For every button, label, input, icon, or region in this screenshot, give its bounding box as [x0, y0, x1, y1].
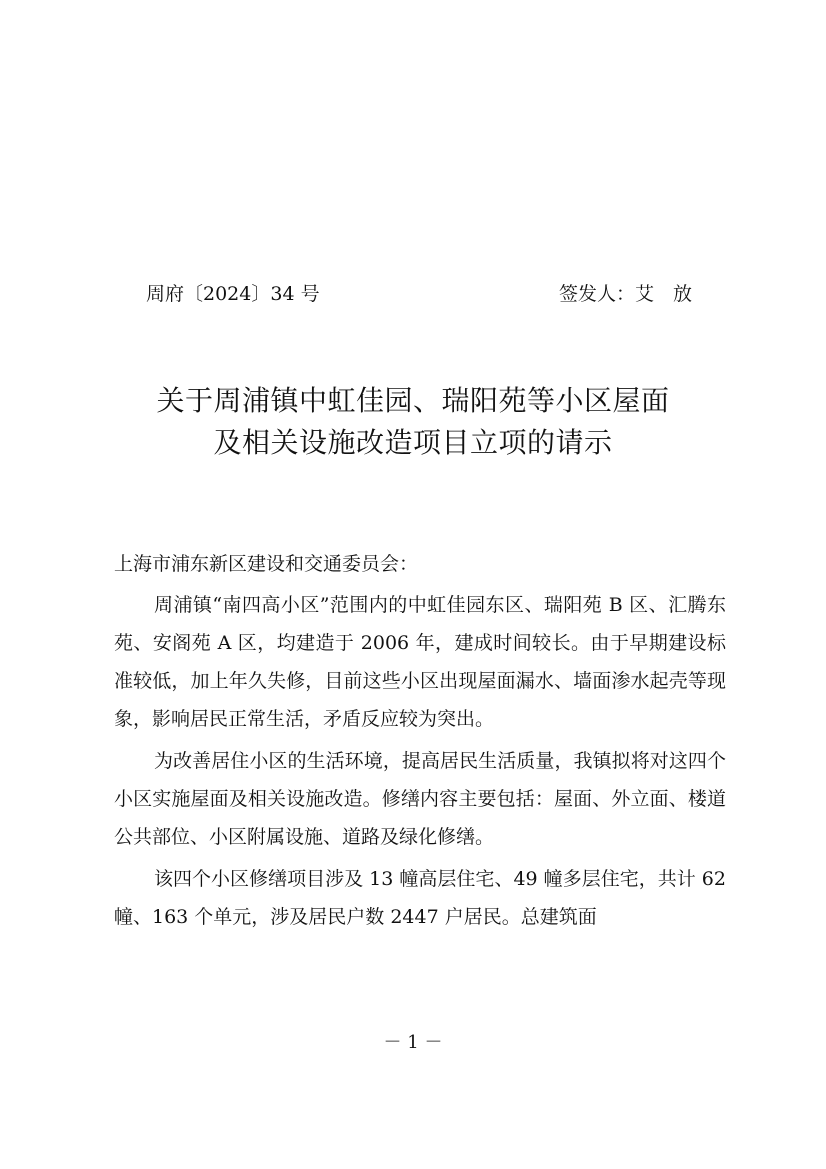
- title-line-1: 关于周浦镇中虹佳园、瑞阳苑等小区屋面: [156, 384, 670, 417]
- paragraph: 为改善居住小区的生活环境，提高居民生活质量，我镇拟将对这四个小区实施屋面及相关设施改造。修缮内容主要包括：屋面、外立面、楼道公共部位、小区附属设施、道路及绿化修缮。: [114, 750, 726, 848]
- page-number: － 1 －: [383, 1032, 443, 1053]
- title-line-2: 及相关设施改造项目立项的请示: [213, 426, 613, 459]
- document-header: [146, 281, 692, 307]
- paragraph: 该四个小区修缮项目涉及 13 幢高层住宅、49 幢多层住宅，共计 62 幢、163 个单元，涉及居民户数 2447 户居民。总建筑面: [114, 868, 726, 928]
- document-body: [114, 545, 726, 940]
- signer: 签发人：艾 放: [558, 283, 692, 305]
- document-number: 周府〔2024〕34 号: [146, 283, 320, 305]
- document-title: [100, 380, 726, 464]
- paragraph: 周浦镇“南四高小区”范围内的中虹佳园东区、瑞阳苑 B 区、汇腾东苑、安阁苑 A 区，均建造于 2006 年，建成时间较长。由于早期建设标准较低，加上年久失修，目前这些小区出现屋面漏水、墙面渗水起壳等现象，影响居民正常生活，矛盾反应较为突出。: [114, 594, 726, 730]
- salutation: 上海市浦东新区建设和交通委员会：: [114, 553, 419, 575]
